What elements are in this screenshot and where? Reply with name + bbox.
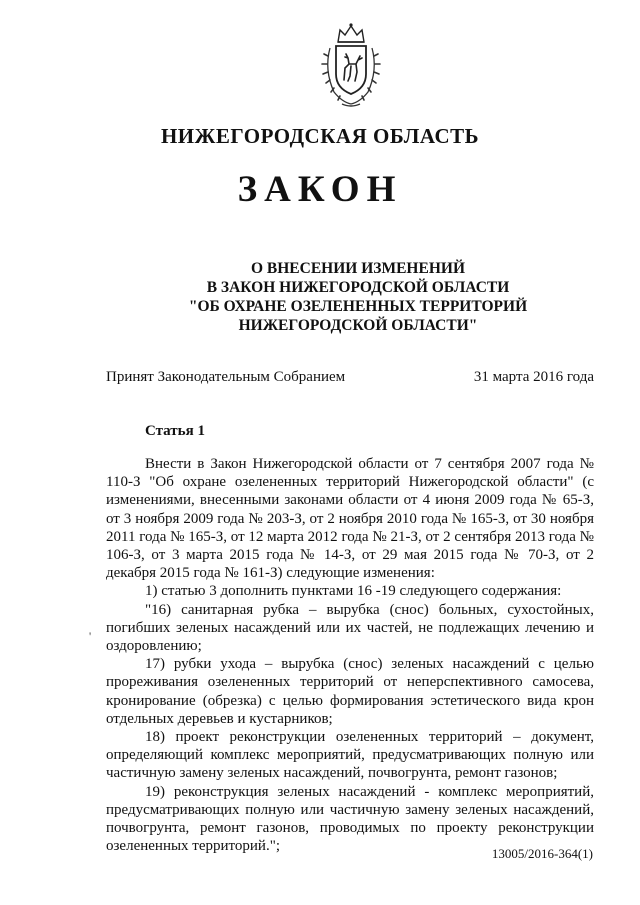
law-title-line: "ОБ ОХРАНЕ ОЗЕЛЕНЕННЫХ ТЕРРИТОРИЙ xyxy=(188,298,528,315)
adoption-date: 31 марта 2016 года xyxy=(473,369,594,385)
region-title: НИЖЕГОРОДСКАЯ ОБЛАСТЬ xyxy=(160,124,480,148)
document-type-title: ЗАКОН xyxy=(237,169,403,210)
law-title xyxy=(0,259,640,335)
article-paragraph: 18) проект реконструкции озелененных территорий – документ, определяющий комплекс мероприятий, предусматривающих полную или частичную замену зеленых насаждений, почвогрунта, ремонт газонов; xyxy=(106,729,594,782)
article-body xyxy=(106,455,594,855)
coat-of-arms-emblem xyxy=(318,20,384,110)
article-paragraph: 17) рубки ухода – вырубка (снос) зеленых насаждений с целью прореживания озелененных территорий от неперспективного самосева, кронирование (обрезка) с целью формирования эстетического вида крон отдельных деревьев и кустарников; xyxy=(106,656,594,727)
article-paragraph: "16) санитарная рубка – вырубка (снос) больных, сухостойных, погибших зеленых насаждений или их частей, не подлежащих лечению и оздоровлению; xyxy=(106,601,594,655)
law-title-line: В ЗАКОН НИЖЕГОРОДСКОЙ ОБЛАСТИ xyxy=(206,279,510,296)
margin-mark: ' xyxy=(89,629,92,643)
article-paragraph: 19) реконструкция зеленых насаждений - комплекс мероприятий, предусматривающих полную или частичную замену зеленых насаждений, почвогрунта, ремонт газонов, проводимых по проекту реконструкции озелененных территорий."; xyxy=(106,783,594,855)
adopted-by-text: Принят Законодательным Собранием xyxy=(106,369,346,385)
article-heading: Статья 1 xyxy=(145,423,205,439)
law-title-line: О ВНЕСЕНИИ ИЗМЕНЕНИЙ xyxy=(250,260,465,277)
article-paragraph: Внести в Закон Нижегородской области от 7 сентября 2007 года № 110-З "Об охране озелененных территорий Нижегородской области" (с изменениями, внесенными законами области от 4 июня 2009 года № 65-З, от 3 ноября 2009 года № 203-З, от 2 ноября 2010 года № 165-З, от 30 ноября 2011 года № 165-З, от 12 марта 2012 года № 21-З, от 2 сентября 2013 года № 106-З, от 3 марта 2015 года № 14-З, от 29 мая 2015 года № 70-З, от 2 декабря 2015 года № 161-З) следующие изменения: xyxy=(106,456,594,582)
law-title-line: НИЖЕГОРОДСКОЙ ОБЛАСТИ" xyxy=(238,317,478,334)
document-number: 13005/2016-364(1) xyxy=(491,846,593,861)
article-paragraph: 1) статью 3 дополнить пунктами 16 -19 следующего содержания: xyxy=(145,583,562,600)
